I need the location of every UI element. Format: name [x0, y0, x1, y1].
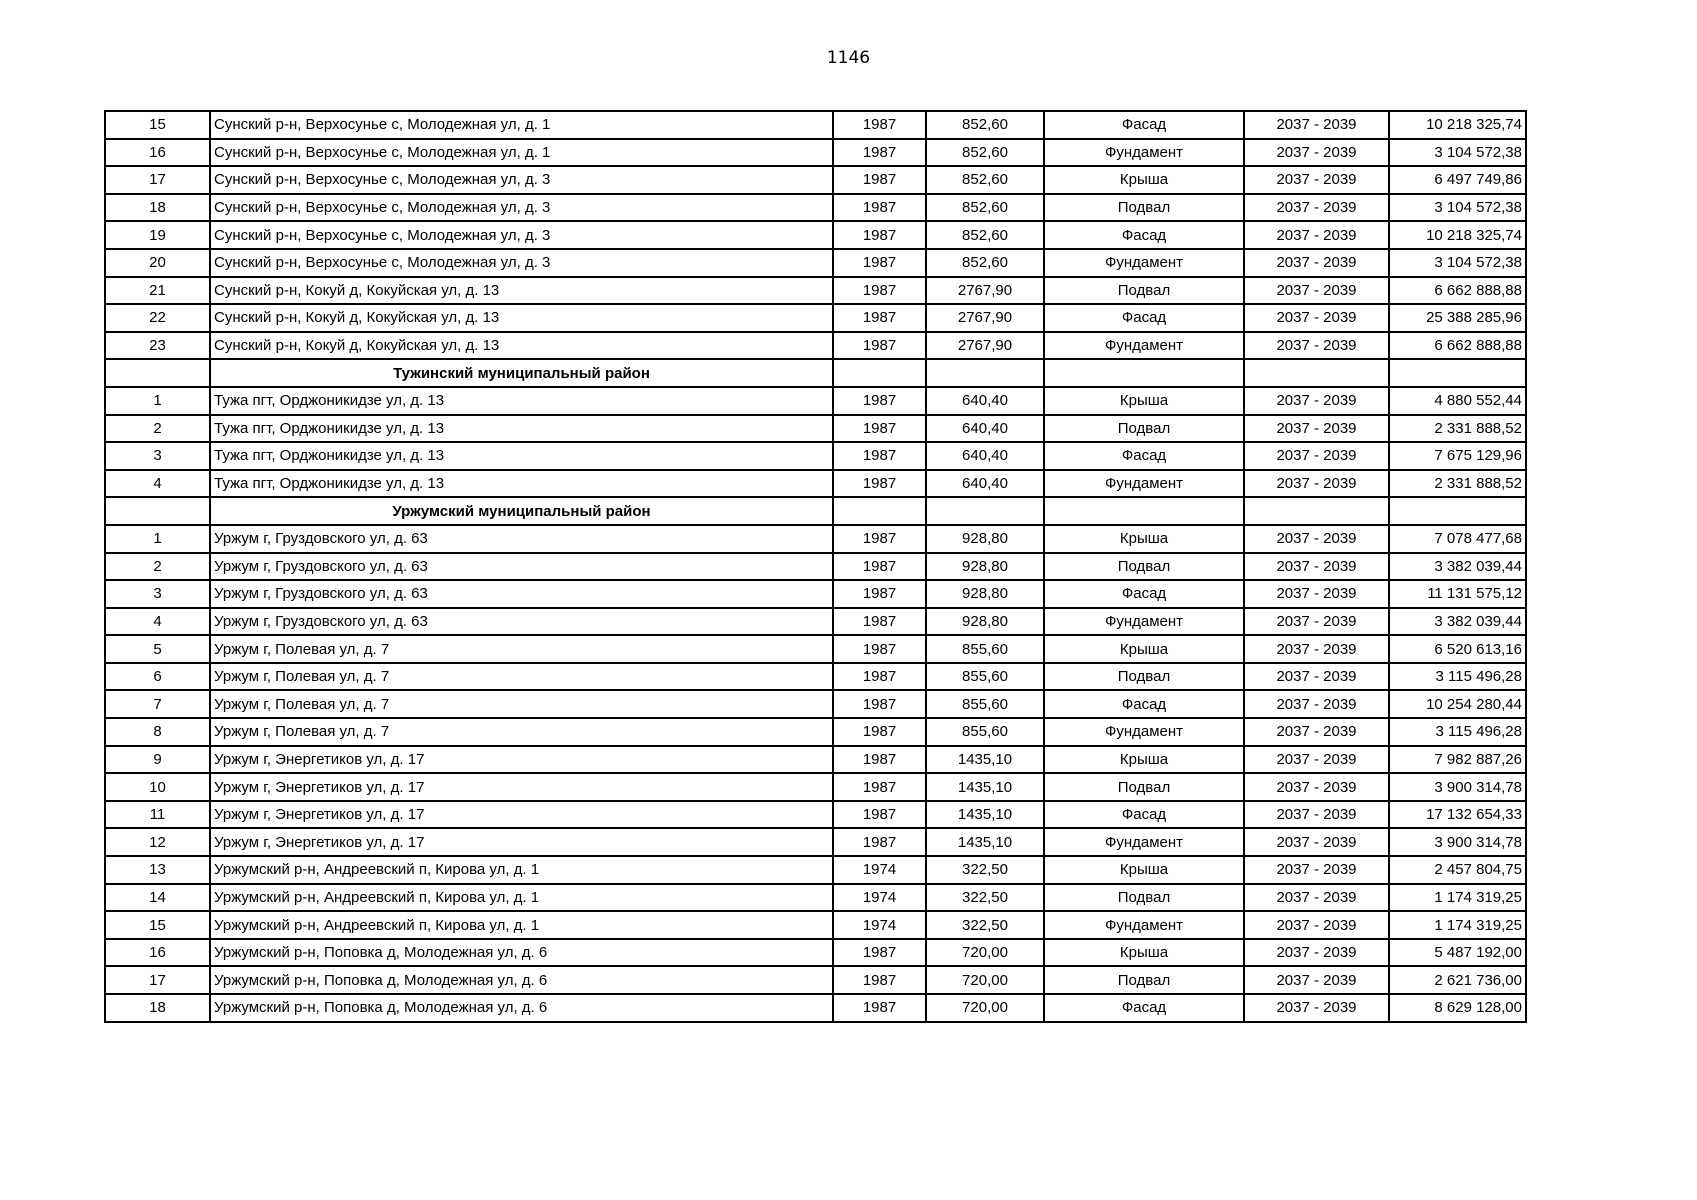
table-row: [105, 884, 1526, 912]
section-title: Уржумский муниципальный район: [210, 497, 833, 525]
area-cell: 1435,10: [926, 801, 1044, 829]
area-cell: 322,50: [926, 856, 1044, 884]
table-row: [105, 415, 1526, 443]
area-cell: 2767,90: [926, 304, 1044, 332]
area-cell: 2767,90: [926, 277, 1044, 305]
row-number: 5: [105, 635, 210, 663]
address-cell: Уржум г, Полевая ул, д. 7: [210, 718, 833, 746]
row-number: 2: [105, 415, 210, 443]
area-cell: 852,60: [926, 139, 1044, 167]
table-row: [105, 994, 1526, 1022]
address-cell: Уржум г, Энергетиков ул, д. 17: [210, 746, 833, 774]
table-row: [105, 966, 1526, 994]
year-cell: 1987: [833, 966, 926, 994]
empty-cell: [1044, 359, 1244, 387]
section-title: Тужинский муниципальный район: [210, 359, 833, 387]
cost-cell: 1 174 319,25: [1389, 884, 1526, 912]
work-type-cell: Фасад: [1044, 801, 1244, 829]
table-row: [105, 635, 1526, 663]
year-cell: 1974: [833, 856, 926, 884]
cost-cell: 3 104 572,38: [1389, 249, 1526, 277]
row-number: 13: [105, 856, 210, 884]
table-row: [105, 856, 1526, 884]
period-cell: 2037 - 2039: [1244, 966, 1389, 994]
table-row: [105, 525, 1526, 553]
cost-cell: 7 982 887,26: [1389, 746, 1526, 774]
empty-cell: [105, 359, 210, 387]
table-row: [105, 553, 1526, 581]
work-type-cell: Фасад: [1044, 994, 1244, 1022]
area-cell: 720,00: [926, 966, 1044, 994]
year-cell: 1987: [833, 994, 926, 1022]
year-cell: 1974: [833, 884, 926, 912]
table-row: [105, 608, 1526, 636]
period-cell: 2037 - 2039: [1244, 884, 1389, 912]
work-type-cell: Крыша: [1044, 635, 1244, 663]
address-cell: Сунский р-н, Кокуй д, Кокуйская ул, д. 13: [210, 277, 833, 305]
address-cell: Уржум г, Энергетиков ул, д. 17: [210, 801, 833, 829]
cost-cell: 6 520 613,16: [1389, 635, 1526, 663]
page-number: 1146: [826, 48, 871, 68]
row-number: 1: [105, 387, 210, 415]
area-cell: 855,60: [926, 718, 1044, 746]
table-row: [105, 746, 1526, 774]
section-header-row: [105, 359, 1526, 387]
year-cell: 1974: [833, 911, 926, 939]
area-cell: 928,80: [926, 525, 1044, 553]
row-number: 17: [105, 166, 210, 194]
work-type-cell: Фасад: [1044, 442, 1244, 470]
work-type-cell: Подвал: [1044, 553, 1244, 581]
year-cell: 1987: [833, 801, 926, 829]
row-number: 1: [105, 525, 210, 553]
year-cell: 1987: [833, 221, 926, 249]
work-type-cell: Подвал: [1044, 773, 1244, 801]
row-number: 10: [105, 773, 210, 801]
address-cell: Уржум г, Энергетиков ул, д. 17: [210, 828, 833, 856]
area-cell: 640,40: [926, 415, 1044, 443]
address-cell: Уржум г, Энергетиков ул, д. 17: [210, 773, 833, 801]
period-cell: 2037 - 2039: [1244, 277, 1389, 305]
address-cell: Сунский р-н, Кокуй д, Кокуйская ул, д. 13: [210, 304, 833, 332]
row-number: 12: [105, 828, 210, 856]
year-cell: 1987: [833, 635, 926, 663]
area-cell: 720,00: [926, 994, 1044, 1022]
period-cell: 2037 - 2039: [1244, 525, 1389, 553]
period-cell: 2037 - 2039: [1244, 663, 1389, 691]
row-number: 19: [105, 221, 210, 249]
address-cell: Тужа пгт, Орджоникидзе ул, д. 13: [210, 442, 833, 470]
cost-cell: 8 629 128,00: [1389, 994, 1526, 1022]
row-number: 21: [105, 277, 210, 305]
year-cell: 1987: [833, 387, 926, 415]
row-number: 23: [105, 332, 210, 360]
area-cell: 852,60: [926, 111, 1044, 139]
period-cell: 2037 - 2039: [1244, 690, 1389, 718]
work-type-cell: Фундамент: [1044, 911, 1244, 939]
address-cell: Уржумский р-н, Поповка д, Молодежная ул, д. 6: [210, 939, 833, 967]
period-cell: 2037 - 2039: [1244, 773, 1389, 801]
cost-cell: 3 115 496,28: [1389, 663, 1526, 691]
period-cell: 2037 - 2039: [1244, 994, 1389, 1022]
table-row: [105, 801, 1526, 829]
empty-cell: [1244, 359, 1389, 387]
period-cell: 2037 - 2039: [1244, 746, 1389, 774]
table-row: [105, 249, 1526, 277]
address-cell: Уржум г, Груздовского ул, д. 63: [210, 553, 833, 581]
work-type-cell: Фундамент: [1044, 828, 1244, 856]
year-cell: 1987: [833, 939, 926, 967]
area-cell: 855,60: [926, 690, 1044, 718]
row-number: 8: [105, 718, 210, 746]
section-header-row: [105, 497, 1526, 525]
area-cell: 2767,90: [926, 332, 1044, 360]
address-cell: Уржумский р-н, Андреевский п, Кирова ул, д. 1: [210, 911, 833, 939]
work-type-cell: Крыша: [1044, 746, 1244, 774]
year-cell: 1987: [833, 580, 926, 608]
table-row: [105, 773, 1526, 801]
cost-cell: 3 382 039,44: [1389, 608, 1526, 636]
year-cell: 1987: [833, 442, 926, 470]
cost-cell: 2 331 888,52: [1389, 470, 1526, 498]
period-cell: 2037 - 2039: [1244, 111, 1389, 139]
period-cell: 2037 - 2039: [1244, 442, 1389, 470]
address-cell: Уржум г, Груздовского ул, д. 63: [210, 580, 833, 608]
period-cell: 2037 - 2039: [1244, 249, 1389, 277]
cost-cell: 25 388 285,96: [1389, 304, 1526, 332]
year-cell: 1987: [833, 828, 926, 856]
work-type-cell: Крыша: [1044, 387, 1244, 415]
year-cell: 1987: [833, 194, 926, 222]
work-type-cell: Фасад: [1044, 221, 1244, 249]
work-type-cell: Фасад: [1044, 690, 1244, 718]
address-cell: Сунский р-н, Верхосунье с, Молодежная ул, д. 1: [210, 139, 833, 167]
year-cell: 1987: [833, 746, 926, 774]
address-cell: Уржум г, Полевая ул, д. 7: [210, 635, 833, 663]
cost-cell: 6 662 888,88: [1389, 277, 1526, 305]
work-type-cell: Фундамент: [1044, 718, 1244, 746]
period-cell: 2037 - 2039: [1244, 470, 1389, 498]
table-row: [105, 828, 1526, 856]
row-number: 11: [105, 801, 210, 829]
period-cell: 2037 - 2039: [1244, 166, 1389, 194]
year-cell: 1987: [833, 525, 926, 553]
cost-cell: 7 675 129,96: [1389, 442, 1526, 470]
period-cell: 2037 - 2039: [1244, 553, 1389, 581]
cost-cell: 2 457 804,75: [1389, 856, 1526, 884]
area-cell: 928,80: [926, 608, 1044, 636]
table-row: [105, 718, 1526, 746]
year-cell: 1987: [833, 773, 926, 801]
year-cell: 1987: [833, 608, 926, 636]
table-row: [105, 194, 1526, 222]
period-cell: 2037 - 2039: [1244, 939, 1389, 967]
area-cell: 1435,10: [926, 746, 1044, 774]
work-type-cell: Фундамент: [1044, 139, 1244, 167]
cost-cell: 3 900 314,78: [1389, 773, 1526, 801]
cost-cell: 10 218 325,74: [1389, 111, 1526, 139]
year-cell: 1987: [833, 332, 926, 360]
period-cell: 2037 - 2039: [1244, 580, 1389, 608]
empty-cell: [926, 359, 1044, 387]
area-cell: 852,60: [926, 194, 1044, 222]
area-cell: 852,60: [926, 249, 1044, 277]
area-cell: 1435,10: [926, 773, 1044, 801]
work-type-cell: Фундамент: [1044, 332, 1244, 360]
cost-cell: 6 662 888,88: [1389, 332, 1526, 360]
address-cell: Уржум г, Груздовского ул, д. 63: [210, 525, 833, 553]
address-cell: Сунский р-н, Верхосунье с, Молодежная ул, д. 3: [210, 249, 833, 277]
area-cell: 640,40: [926, 442, 1044, 470]
row-number: 22: [105, 304, 210, 332]
row-number: 9: [105, 746, 210, 774]
table-row: [105, 387, 1526, 415]
address-cell: Уржум г, Полевая ул, д. 7: [210, 690, 833, 718]
cost-cell: 3 104 572,38: [1389, 139, 1526, 167]
work-type-cell: Крыша: [1044, 525, 1244, 553]
work-type-cell: Подвал: [1044, 884, 1244, 912]
address-cell: Сунский р-н, Кокуй д, Кокуйская ул, д. 13: [210, 332, 833, 360]
table-row: [105, 304, 1526, 332]
year-cell: 1987: [833, 111, 926, 139]
area-cell: 640,40: [926, 470, 1044, 498]
period-cell: 2037 - 2039: [1244, 635, 1389, 663]
address-cell: Уржумский р-н, Андреевский п, Кирова ул, д. 1: [210, 884, 833, 912]
row-number: 16: [105, 139, 210, 167]
work-type-cell: Подвал: [1044, 663, 1244, 691]
address-cell: Уржум г, Полевая ул, д. 7: [210, 663, 833, 691]
period-cell: 2037 - 2039: [1244, 911, 1389, 939]
work-type-cell: Фасад: [1044, 580, 1244, 608]
area-cell: 322,50: [926, 911, 1044, 939]
area-cell: 322,50: [926, 884, 1044, 912]
row-number: 4: [105, 470, 210, 498]
empty-cell: [1389, 359, 1526, 387]
period-cell: 2037 - 2039: [1244, 332, 1389, 360]
cost-cell: 7 078 477,68: [1389, 525, 1526, 553]
table-row: [105, 332, 1526, 360]
row-number: 17: [105, 966, 210, 994]
row-number: 20: [105, 249, 210, 277]
table-row: [105, 277, 1526, 305]
cost-cell: 6 497 749,86: [1389, 166, 1526, 194]
period-cell: 2037 - 2039: [1244, 194, 1389, 222]
cost-cell: 3 115 496,28: [1389, 718, 1526, 746]
year-cell: 1987: [833, 663, 926, 691]
area-cell: 928,80: [926, 580, 1044, 608]
work-type-cell: Фасад: [1044, 304, 1244, 332]
work-type-cell: Фундамент: [1044, 608, 1244, 636]
cost-cell: 11 131 575,12: [1389, 580, 1526, 608]
work-type-cell: Подвал: [1044, 966, 1244, 994]
year-cell: 1987: [833, 553, 926, 581]
table-row: [105, 442, 1526, 470]
year-cell: 1987: [833, 470, 926, 498]
area-cell: 852,60: [926, 166, 1044, 194]
row-number: 2: [105, 553, 210, 581]
table-row: [105, 911, 1526, 939]
table-row: [105, 111, 1526, 139]
address-cell: Тужа пгт, Орджоникидзе ул, д. 13: [210, 387, 833, 415]
work-type-cell: Фундамент: [1044, 249, 1244, 277]
row-number: 6: [105, 663, 210, 691]
area-cell: 640,40: [926, 387, 1044, 415]
period-cell: 2037 - 2039: [1244, 304, 1389, 332]
year-cell: 1987: [833, 139, 926, 167]
year-cell: 1987: [833, 304, 926, 332]
row-number: 18: [105, 994, 210, 1022]
cost-cell: 1 174 319,25: [1389, 911, 1526, 939]
period-cell: 2037 - 2039: [1244, 801, 1389, 829]
period-cell: 2037 - 2039: [1244, 828, 1389, 856]
period-cell: 2037 - 2039: [1244, 139, 1389, 167]
period-cell: 2037 - 2039: [1244, 387, 1389, 415]
row-number: 3: [105, 442, 210, 470]
table-row: [105, 166, 1526, 194]
table-row: [105, 690, 1526, 718]
address-cell: Тужа пгт, Орджоникидзе ул, д. 13: [210, 470, 833, 498]
year-cell: 1987: [833, 249, 926, 277]
area-cell: 928,80: [926, 553, 1044, 581]
period-cell: 2037 - 2039: [1244, 608, 1389, 636]
cost-cell: 5 487 192,00: [1389, 939, 1526, 967]
row-number: 18: [105, 194, 210, 222]
empty-cell: [833, 497, 926, 525]
address-cell: Сунский р-н, Верхосунье с, Молодежная ул, д. 3: [210, 194, 833, 222]
area-cell: 855,60: [926, 635, 1044, 663]
empty-cell: [105, 497, 210, 525]
address-cell: Сунский р-н, Верхосунье с, Молодежная ул, д. 1: [210, 111, 833, 139]
period-cell: 2037 - 2039: [1244, 718, 1389, 746]
address-cell: Уржумский р-н, Поповка д, Молодежная ул, д. 6: [210, 966, 833, 994]
row-number: 15: [105, 111, 210, 139]
cost-cell: 10 254 280,44: [1389, 690, 1526, 718]
work-type-cell: Подвал: [1044, 277, 1244, 305]
year-cell: 1987: [833, 718, 926, 746]
cost-cell: 17 132 654,33: [1389, 801, 1526, 829]
row-number: 7: [105, 690, 210, 718]
table-row: [105, 139, 1526, 167]
work-type-cell: Фундамент: [1044, 470, 1244, 498]
row-number: 15: [105, 911, 210, 939]
table-row: [105, 939, 1526, 967]
address-cell: Сунский р-н, Верхосунье с, Молодежная ул, д. 3: [210, 166, 833, 194]
work-type-cell: Фасад: [1044, 111, 1244, 139]
year-cell: 1987: [833, 277, 926, 305]
address-cell: Уржум г, Груздовского ул, д. 63: [210, 608, 833, 636]
empty-cell: [1389, 497, 1526, 525]
empty-cell: [926, 497, 1044, 525]
area-cell: 852,60: [926, 221, 1044, 249]
work-type-cell: Крыша: [1044, 856, 1244, 884]
period-cell: 2037 - 2039: [1244, 415, 1389, 443]
area-cell: 1435,10: [926, 828, 1044, 856]
table-body: [105, 111, 1526, 1022]
work-type-cell: Крыша: [1044, 939, 1244, 967]
year-cell: 1987: [833, 690, 926, 718]
cost-cell: 3 900 314,78: [1389, 828, 1526, 856]
row-number: 14: [105, 884, 210, 912]
area-cell: 720,00: [926, 939, 1044, 967]
empty-cell: [1244, 497, 1389, 525]
repair-schedule-table: [104, 110, 1527, 1023]
work-type-cell: Подвал: [1044, 194, 1244, 222]
year-cell: 1987: [833, 166, 926, 194]
cost-cell: 3 104 572,38: [1389, 194, 1526, 222]
table-row: [105, 470, 1526, 498]
row-number: 3: [105, 580, 210, 608]
row-number: 16: [105, 939, 210, 967]
row-number: 4: [105, 608, 210, 636]
address-cell: Тужа пгт, Орджоникидзе ул, д. 13: [210, 415, 833, 443]
cost-cell: 2 331 888,52: [1389, 415, 1526, 443]
work-type-cell: Крыша: [1044, 166, 1244, 194]
table-row: [105, 663, 1526, 691]
period-cell: 2037 - 2039: [1244, 221, 1389, 249]
empty-cell: [833, 359, 926, 387]
period-cell: 2037 - 2039: [1244, 856, 1389, 884]
table-row: [105, 221, 1526, 249]
cost-cell: 10 218 325,74: [1389, 221, 1526, 249]
cost-cell: 3 382 039,44: [1389, 553, 1526, 581]
work-type-cell: Подвал: [1044, 415, 1244, 443]
empty-cell: [1044, 497, 1244, 525]
address-cell: Уржумский р-н, Поповка д, Молодежная ул, д. 6: [210, 994, 833, 1022]
cost-cell: 2 621 736,00: [1389, 966, 1526, 994]
address-cell: Сунский р-н, Верхосунье с, Молодежная ул, д. 3: [210, 221, 833, 249]
year-cell: 1987: [833, 415, 926, 443]
table-row: [105, 580, 1526, 608]
address-cell: Уржумский р-н, Андреевский п, Кирова ул, д. 1: [210, 856, 833, 884]
cost-cell: 4 880 552,44: [1389, 387, 1526, 415]
area-cell: 855,60: [926, 663, 1044, 691]
